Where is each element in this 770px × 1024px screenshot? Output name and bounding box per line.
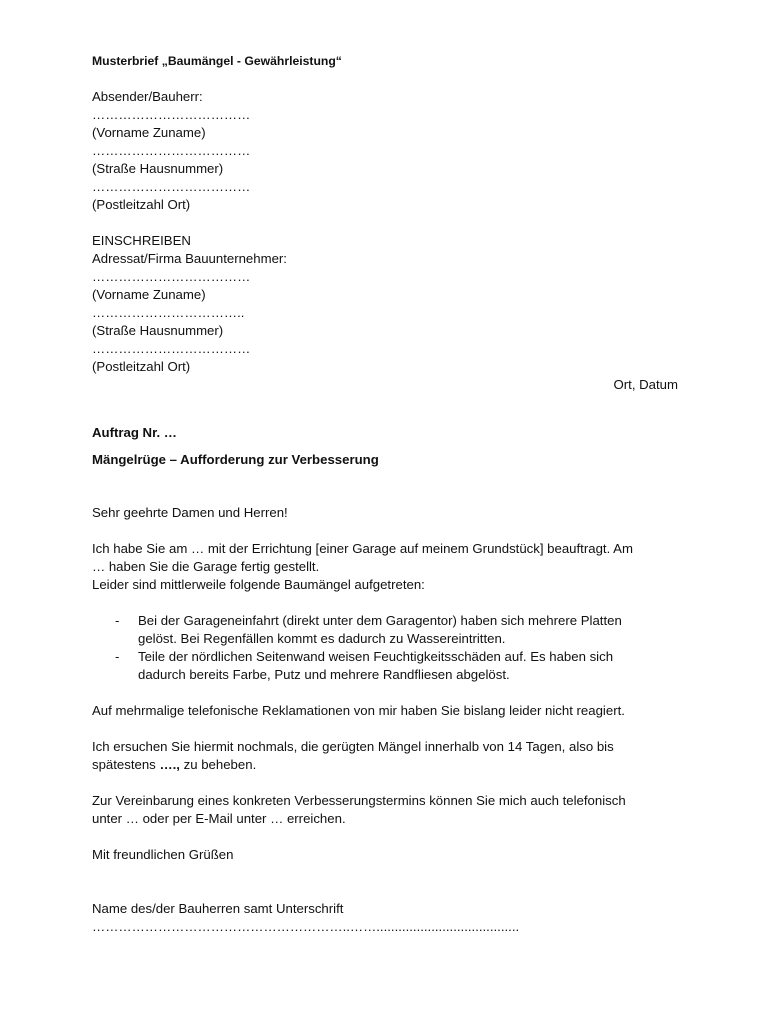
list-bullet: - [115, 649, 120, 664]
order-number: Auftrag Nr. … [92, 425, 177, 440]
sender-street-dots: ……………………………… [92, 143, 251, 158]
mail-type: EINSCHREIBEN [92, 233, 191, 248]
request-suffix: zu beheben. [179, 757, 257, 772]
request-paragraph [92, 738, 682, 774]
recipient-name-dots: ……………………………… [92, 269, 251, 284]
signature-label: Name des/der Bauherren samt Unterschrift [92, 901, 344, 916]
sender-city-hint: (Postleitzahl Ort) [92, 197, 191, 212]
contact-line: unter … oder per E-Mail unter … erreichen. [92, 811, 346, 826]
sender-heading: Absender/Bauherr: [92, 89, 203, 104]
intro-line: Ich habe Sie am … mit der Errichtung [einer Garage auf meinem Grundstück] beauftragt. Am [92, 541, 633, 556]
intro-line: Leider sind mittlerweile folgende Baumängel aufgetreten: [92, 577, 425, 592]
closing: Mit freundlichen Grüßen [92, 847, 234, 862]
request-deadline: …., [159, 757, 180, 772]
recipient-city-hint: (Postleitzahl Ort) [92, 359, 191, 374]
defect-list [92, 612, 682, 684]
list-item [92, 648, 682, 684]
place-date: Ort, Datum [613, 377, 678, 392]
intro-line: … haben Sie die Garage fertig gestellt. [92, 559, 320, 574]
recipient-street-hint: (Straße Hausnummer) [92, 323, 224, 338]
salutation: Sehr geehrte Damen und Herren! [92, 505, 288, 520]
sender-name-dots: ……………………………… [92, 107, 251, 122]
sender-city-dots: ……………………………… [92, 179, 251, 194]
contact-line: Zur Vereinbarung eines konkreten Verbesserungstermins können Sie mich auch telefonisch [92, 793, 626, 808]
sender-block [92, 88, 682, 214]
complaint-paragraph: Auf mehrmalige telefonische Reklamationen von mir haben Sie bislang leider nicht reagiert. [92, 703, 625, 718]
recipient-name-hint: (Vorname Zuname) [92, 287, 206, 302]
request-prefix: spätestens [92, 757, 160, 772]
defect-text: Teile der nördlichen Seitenwand weisen Feuchtigkeitsschäden auf. Es haben sich [138, 649, 614, 664]
sender-street-hint: (Straße Hausnummer) [92, 161, 224, 176]
signature-line: …………………………………………………..……....................................... [92, 919, 520, 934]
recipient-heading: Adressat/Firma Bauunternehmer: [92, 251, 287, 266]
contact-paragraph [92, 792, 682, 828]
sender-name-hint: (Vorname Zuname) [92, 125, 206, 140]
defect-text: gelöst. Bei Regenfällen kommt es dadurch zu Wassereintritten. [138, 631, 506, 646]
intro-paragraph [92, 540, 682, 594]
recipient-street-dots: …………………………….. [92, 305, 245, 320]
subject-line: Mängelrüge – Aufforderung zur Verbesserung [92, 452, 379, 467]
list-item [92, 612, 682, 648]
list-bullet: - [115, 613, 120, 628]
request-line [92, 756, 682, 774]
request-line: Ich ersuchen Sie hiermit nochmals, die gerügten Mängel innerhalb von 14 Tagen, also bis [92, 739, 614, 754]
letter-page [92, 52, 682, 936]
recipient-block [92, 232, 682, 376]
defect-text: Bei der Garageneinfahrt (direkt unter dem Garagentor) haben sich mehrere Platten [138, 613, 622, 628]
defect-text: dadurch bereits Farbe, Putz und mehrere Randfliesen abgelöst. [138, 667, 510, 682]
letter-title: Musterbrief „Baumängel - Gewährleistung“ [92, 54, 342, 68]
recipient-city-dots: ……………………………… [92, 341, 251, 356]
